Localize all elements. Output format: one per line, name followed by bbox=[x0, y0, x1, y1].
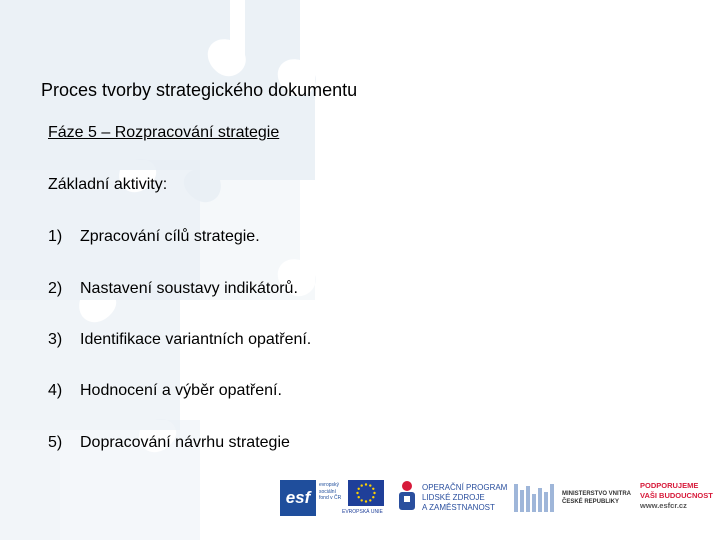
activity-item-1 bbox=[48, 228, 260, 246]
eu-logo-text: EVROPSKÁ UNIE bbox=[342, 509, 383, 515]
slide-title: Proces tvorby strategického dokumentu bbox=[41, 80, 358, 100]
activity-text: Zpracování cílů strategie. bbox=[80, 228, 260, 245]
activity-text: Identifikace variantních opatření. bbox=[80, 331, 312, 348]
esf-logo-text bbox=[319, 482, 347, 502]
esf-line: fond v ČR bbox=[319, 495, 342, 501]
ministry-line: ČESKÉ REPUBLIKY bbox=[562, 498, 620, 505]
basic-activities-label: Základní aktivity: bbox=[48, 176, 168, 193]
activity-text: Hodnocení a výběr opatření. bbox=[80, 382, 282, 399]
activity-item-5 bbox=[48, 434, 290, 452]
activity-number: 5) bbox=[48, 434, 63, 451]
activity-number: 4) bbox=[48, 382, 63, 399]
activity-number: 3) bbox=[48, 331, 63, 348]
activity-item-4 bbox=[48, 382, 282, 400]
op-lzz-logo-text bbox=[422, 483, 507, 513]
ministry-logo-text bbox=[562, 491, 631, 506]
activity-number: 2) bbox=[48, 280, 63, 297]
phase-heading: Fáze 5 – Rozpracování strategie bbox=[48, 124, 280, 141]
support-line: VAŠI BUDOUCNOST bbox=[640, 491, 713, 500]
activity-text: Dopracování návrhu strategie bbox=[80, 434, 290, 451]
op-person-icon bbox=[396, 480, 418, 514]
ministry-emblem-icon bbox=[514, 482, 556, 514]
ministry-line: MINISTERSTVO VNITRA bbox=[562, 491, 632, 497]
support-future-logo bbox=[640, 478, 718, 518]
website-link[interactable]: www.esfcr.cz bbox=[640, 501, 687, 510]
eu-flag-icon bbox=[348, 480, 384, 506]
esf-line: sociální bbox=[319, 488, 336, 495]
eu-logo bbox=[342, 478, 384, 518]
activity-item-2 bbox=[48, 280, 298, 298]
ministry-logo bbox=[514, 478, 630, 518]
support-future-text bbox=[640, 481, 713, 511]
activity-text: Nastavení soustavy indikátorů. bbox=[80, 280, 298, 297]
esf-line: evropský bbox=[319, 482, 340, 488]
activity-item-3 bbox=[48, 331, 311, 349]
activity-number: 1) bbox=[48, 228, 63, 245]
support-line: PODPORUJEME bbox=[640, 481, 699, 490]
esf-logo bbox=[280, 478, 342, 518]
op-lzz-logo bbox=[394, 478, 506, 518]
op-line: A ZAMĚSTNANOST bbox=[422, 503, 495, 512]
op-line: OPERAČNÍ PROGRAM bbox=[422, 483, 508, 492]
esf-logo-mark: esf bbox=[280, 480, 316, 516]
footer-logo-strip bbox=[280, 478, 718, 518]
op-line: LIDSKÉ ZDROJE bbox=[422, 493, 485, 502]
